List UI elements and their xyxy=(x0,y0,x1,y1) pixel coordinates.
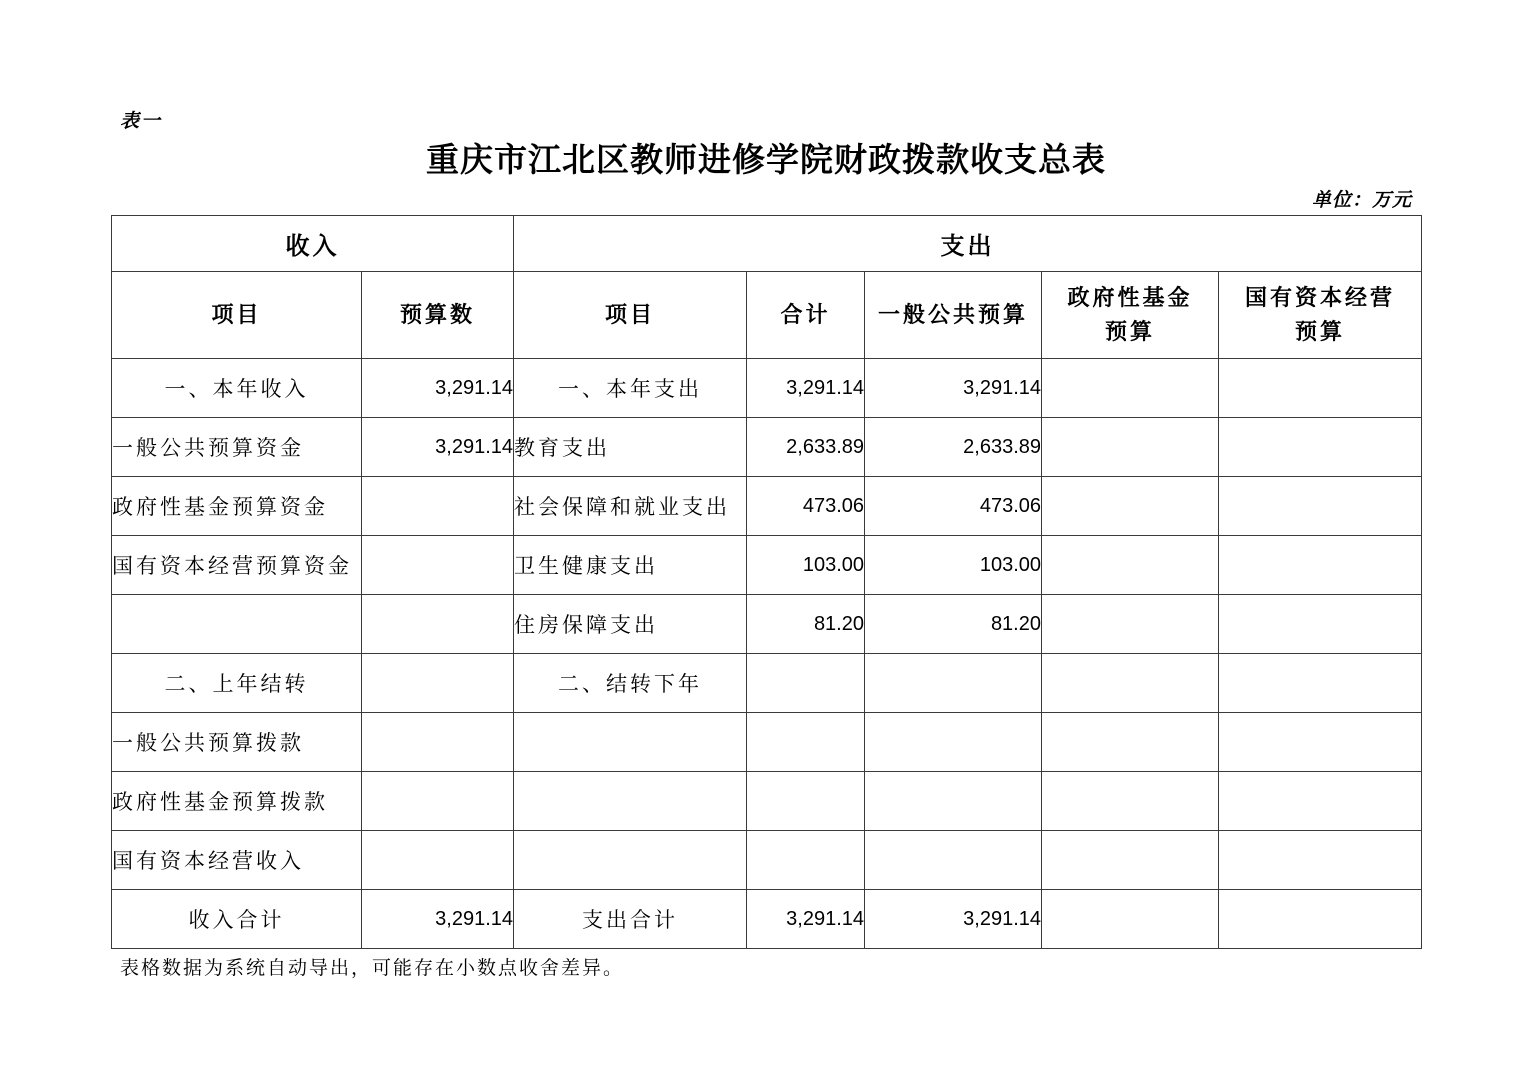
gov-fund-budget-cell xyxy=(1042,772,1219,831)
state-capital-budget-cell xyxy=(1219,418,1422,477)
sheet-label: 表一 xyxy=(120,111,163,132)
gov-fund-budget-cell xyxy=(1042,890,1219,949)
expense-total-cell xyxy=(747,831,865,890)
income-item-cell: 政府性基金预算拨款 xyxy=(112,772,362,831)
income-budget-cell: 3,291.14 xyxy=(362,359,514,418)
table-row xyxy=(112,831,1422,890)
state-capital-budget-cell xyxy=(1219,536,1422,595)
expense-item-cell: 住房保障支出 xyxy=(514,595,747,654)
budget-summary-table xyxy=(111,215,1422,949)
general-public-budget-cell xyxy=(865,772,1042,831)
expense-total-cell xyxy=(747,654,865,713)
general-public-budget-cell xyxy=(865,713,1042,772)
expense-item-cell: 支出合计 xyxy=(514,890,747,949)
income-budget-cell: 3,291.14 xyxy=(362,418,514,477)
expense-item-cell: 教育支出 xyxy=(514,418,747,477)
table-row xyxy=(112,772,1422,831)
state-capital-budget-cell xyxy=(1219,890,1422,949)
state-capital-budget-cell xyxy=(1219,772,1422,831)
expense-total-cell xyxy=(747,713,865,772)
expense-item-cell xyxy=(514,713,747,772)
table-row xyxy=(112,477,1422,536)
income-item-cell: 一、本年收入 xyxy=(112,359,362,418)
table-row xyxy=(112,890,1422,949)
col-header-gov-fund-budget-line1: 政府性基金 xyxy=(1067,284,1193,310)
state-capital-budget-cell xyxy=(1219,359,1422,418)
expense-total-cell: 473.06 xyxy=(747,477,865,536)
gov-fund-budget-cell xyxy=(1042,477,1219,536)
income-item-cell: 国有资本经营收入 xyxy=(112,831,362,890)
general-public-budget-cell xyxy=(865,654,1042,713)
general-public-budget-cell xyxy=(865,831,1042,890)
footnote: 表格数据为系统自动导出，可能存在小数点收舍差异。 xyxy=(120,958,625,979)
income-budget-cell xyxy=(362,477,514,536)
gov-fund-budget-cell xyxy=(1042,595,1219,654)
income-item-cell: 一般公共预算拨款 xyxy=(112,713,362,772)
expense-total-cell xyxy=(747,772,865,831)
expense-total-cell: 3,291.14 xyxy=(747,359,865,418)
income-budget-cell xyxy=(362,713,514,772)
table-row xyxy=(112,536,1422,595)
state-capital-budget-cell xyxy=(1219,595,1422,654)
col-header-state-capital-budget-line2: 预算 xyxy=(1294,319,1345,344)
general-public-budget-cell: 3,291.14 xyxy=(865,359,1042,418)
income-item-cell: 一般公共预算资金 xyxy=(112,418,362,477)
state-capital-budget-cell xyxy=(1219,713,1422,772)
col-header-expense-total: 合计 xyxy=(747,272,865,359)
gov-fund-budget-cell xyxy=(1042,418,1219,477)
col-header-income-budget: 预算数 xyxy=(362,272,514,359)
group-header-row xyxy=(112,216,1422,272)
state-capital-budget-cell xyxy=(1219,831,1422,890)
income-item-cell: 收入合计 xyxy=(112,890,362,949)
income-budget-cell: 3,291.14 xyxy=(362,890,514,949)
income-budget-cell xyxy=(362,831,514,890)
expense-total-cell: 103.00 xyxy=(747,536,865,595)
column-header-row xyxy=(112,272,1422,359)
page-title: 重庆市江北区教师进修学院财政拨款收支总表 xyxy=(426,141,1106,178)
col-header-gov-fund-budget-line2: 预算 xyxy=(1104,319,1155,344)
col-header-state-capital-budget xyxy=(1219,272,1422,359)
expense-group-header: 支出 xyxy=(514,216,1422,272)
income-item-cell: 二、上年结转 xyxy=(112,654,362,713)
col-header-state-capital-budget-line1: 国有资本经营 xyxy=(1244,284,1395,310)
col-header-gov-fund-budget xyxy=(1042,272,1219,359)
col-header-general-public-budget: 一般公共预算 xyxy=(865,272,1042,359)
expense-item-cell: 卫生健康支出 xyxy=(514,536,747,595)
table-row xyxy=(112,595,1422,654)
unit-note: 单位：万元 xyxy=(1311,190,1412,211)
income-budget-cell xyxy=(362,772,514,831)
table-row xyxy=(112,418,1422,477)
col-header-income-item: 项目 xyxy=(112,272,362,359)
expense-total-cell: 3,291.14 xyxy=(747,890,865,949)
income-group-header: 收入 xyxy=(112,216,514,272)
col-header-expense-item: 项目 xyxy=(514,272,747,359)
table-row xyxy=(112,359,1422,418)
general-public-budget-cell: 103.00 xyxy=(865,536,1042,595)
table-row xyxy=(112,654,1422,713)
gov-fund-budget-cell xyxy=(1042,359,1219,418)
income-item-cell: 国有资本经营预算资金 xyxy=(112,536,362,595)
expense-item-cell: 二、结转下年 xyxy=(514,654,747,713)
gov-fund-budget-cell xyxy=(1042,831,1219,890)
general-public-budget-cell: 81.20 xyxy=(865,595,1042,654)
general-public-budget-cell: 3,291.14 xyxy=(865,890,1042,949)
state-capital-budget-cell xyxy=(1219,654,1422,713)
expense-total-cell: 81.20 xyxy=(747,595,865,654)
gov-fund-budget-cell xyxy=(1042,654,1219,713)
state-capital-budget-cell xyxy=(1219,477,1422,536)
expense-item-cell: 一、本年支出 xyxy=(514,359,747,418)
income-budget-cell xyxy=(362,595,514,654)
income-item-cell xyxy=(112,595,362,654)
table-row xyxy=(112,713,1422,772)
expense-item-cell: 社会保障和就业支出 xyxy=(514,477,747,536)
expense-item-cell xyxy=(514,772,747,831)
income-item-cell: 政府性基金预算资金 xyxy=(112,477,362,536)
general-public-budget-cell: 473.06 xyxy=(865,477,1042,536)
expense-total-cell: 2,633.89 xyxy=(747,418,865,477)
expense-item-cell xyxy=(514,831,747,890)
general-public-budget-cell: 2,633.89 xyxy=(865,418,1042,477)
gov-fund-budget-cell xyxy=(1042,713,1219,772)
income-budget-cell xyxy=(362,654,514,713)
income-budget-cell xyxy=(362,536,514,595)
gov-fund-budget-cell xyxy=(1042,536,1219,595)
